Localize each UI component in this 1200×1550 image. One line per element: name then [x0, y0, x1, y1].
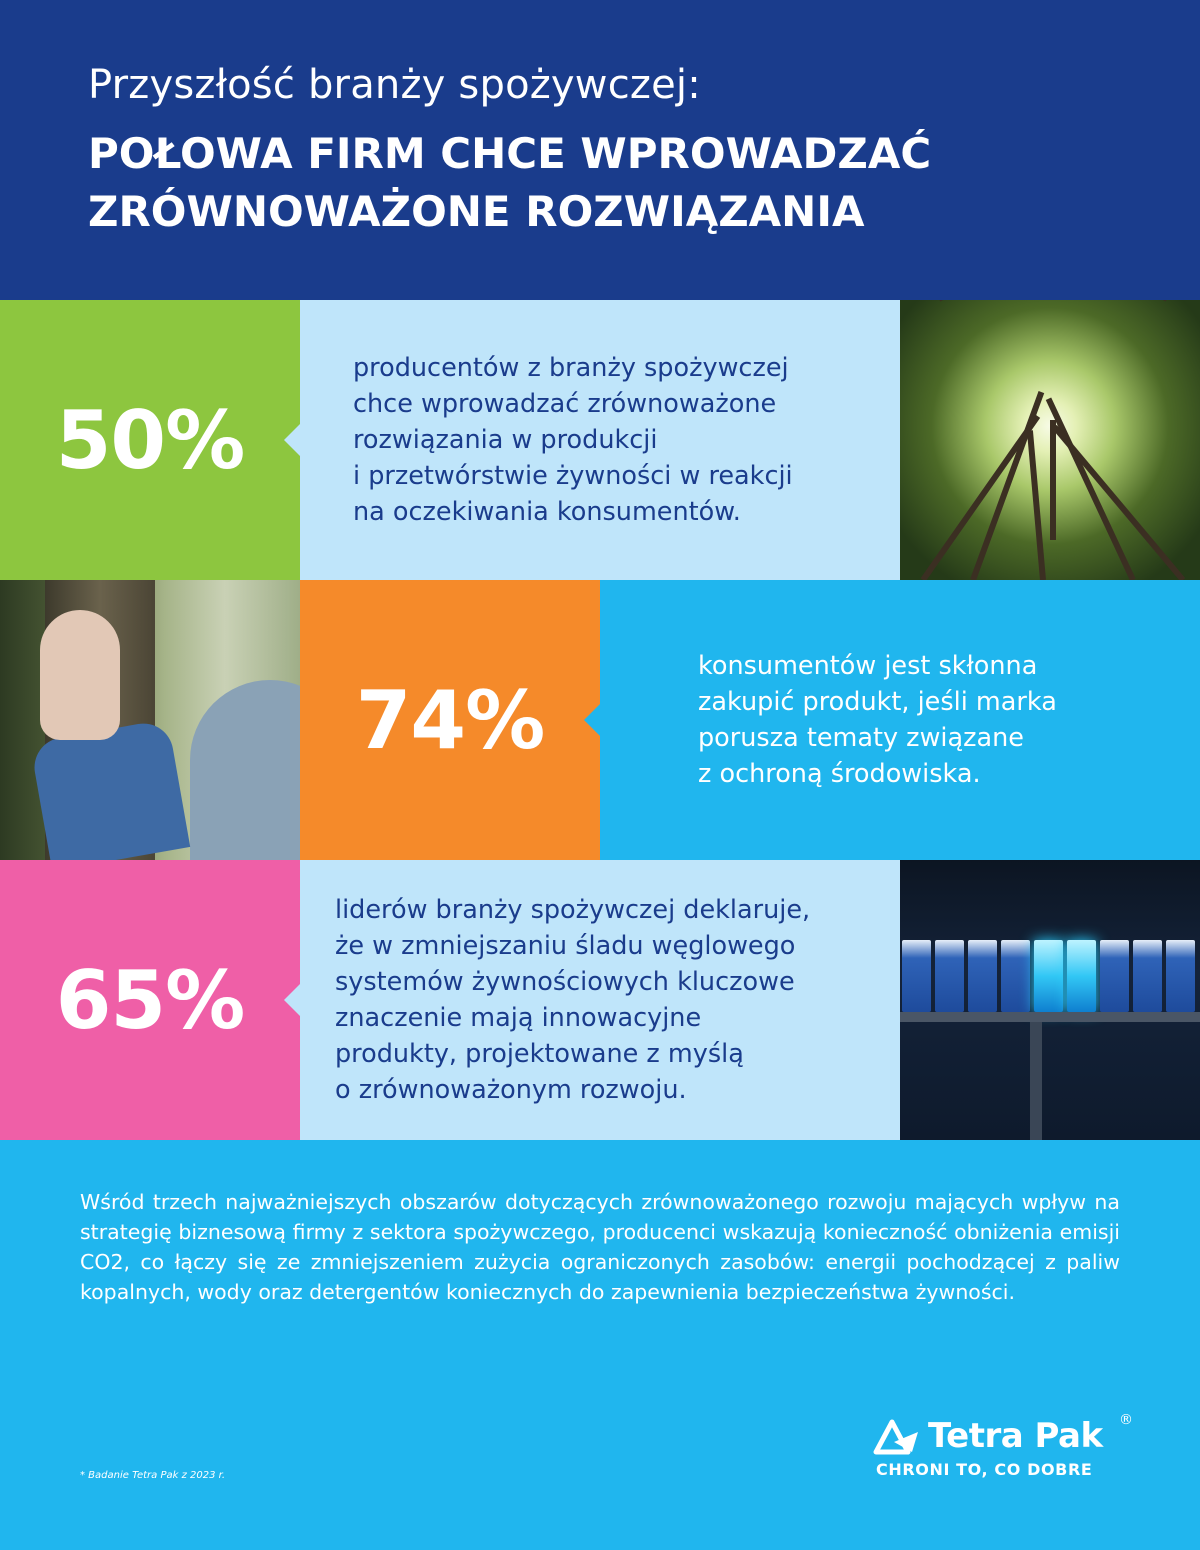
header-title-line-2: ZRÓWNOWAŻONE ROZWIĄZANIA: [88, 187, 865, 236]
carton-production-line-photo: [900, 860, 1200, 1140]
stat-pointer-icon: [584, 704, 600, 736]
stat-description-50: [300, 300, 900, 580]
footnote: * Badanie Tetra Pak z 2023 r.: [80, 1470, 226, 1481]
forest-canopy-photo: [900, 300, 1200, 580]
header-title-line-1: POŁOWA FIRM CHCE WPROWADZAĆ: [88, 129, 932, 178]
stat-text-line: że w zmniejszaniu śladu węglowego: [335, 931, 796, 961]
stat-text-line: liderów branży spożywczej deklaruje,: [335, 895, 811, 925]
stat-value: 74%: [355, 673, 545, 767]
header-title: [88, 125, 931, 241]
stat-text-line: znaczenie mają innowacyjne: [335, 1003, 702, 1033]
stat-text-line: chce wprowadzać zrównoważone: [353, 389, 777, 419]
stat-description-74: [600, 580, 1200, 860]
header-subtitle: Przyszłość branży spożywczej:: [88, 62, 701, 108]
stat-text-line: na oczekiwania konsumentów.: [353, 497, 741, 527]
stat-text-line: i przetwórstwie żywności w reakcji: [353, 461, 793, 491]
stat-text-line: producentów z branży spożywczej: [353, 353, 789, 383]
stat-text-line: porusza tematy związane: [698, 723, 1024, 753]
logo-tagline: CHRONI TO, CO DOBRE: [876, 1460, 1093, 1479]
stat-text-line: z ochroną środowiska.: [698, 759, 981, 789]
stat-description-65: [300, 860, 900, 1140]
tetra-pak-triangle-icon: [872, 1418, 922, 1458]
stat-block-50: [0, 300, 300, 580]
footer-paragraph: Wśród trzech najważniejszych obszarów dotyczących zrównoważonego rozwoju mających wpływ na strategię biznesową firmy z sektora spożywczego, producenci wskazują konieczność obniżenia emisji CO2, co łączy się ze zmniejszeniem zużycia ograniczonych zasobów: energii pochodzącej z paliw kopalnych, wody oraz detergentów koniecznych do zapewnienia bezpieczeństwa żywności.: [80, 1190, 1120, 1304]
tetra-pak-logo: [868, 1412, 1136, 1482]
header-banner: [0, 0, 1200, 300]
stat-pointer-icon: [284, 424, 300, 456]
logo-registered-mark: ®: [1119, 1412, 1133, 1428]
stat-value: 65%: [55, 953, 245, 1047]
stat-text-line: konsumentów jest skłonna: [698, 651, 1038, 681]
hand-on-tree-photo: [0, 580, 300, 860]
stat-block-65: [0, 860, 300, 1140]
carton-row: [900, 940, 1200, 1012]
stat-text-line: zakupić produkt, jeśli marka: [698, 687, 1057, 717]
stat-text-line: rozwiązania w produkcji: [353, 425, 658, 455]
stat-block-74: [300, 580, 600, 860]
logo-brand-name: Tetra Pak: [928, 1416, 1103, 1456]
stat-text-line: o zrównoważonym rozwoju.: [335, 1075, 687, 1105]
stat-text-line: produkty, projektowane z myślą: [335, 1039, 744, 1069]
stat-text-line: systemów żywnościowych kluczowe: [335, 967, 795, 997]
stat-pointer-icon: [284, 984, 300, 1016]
stat-value: 50%: [55, 393, 245, 487]
